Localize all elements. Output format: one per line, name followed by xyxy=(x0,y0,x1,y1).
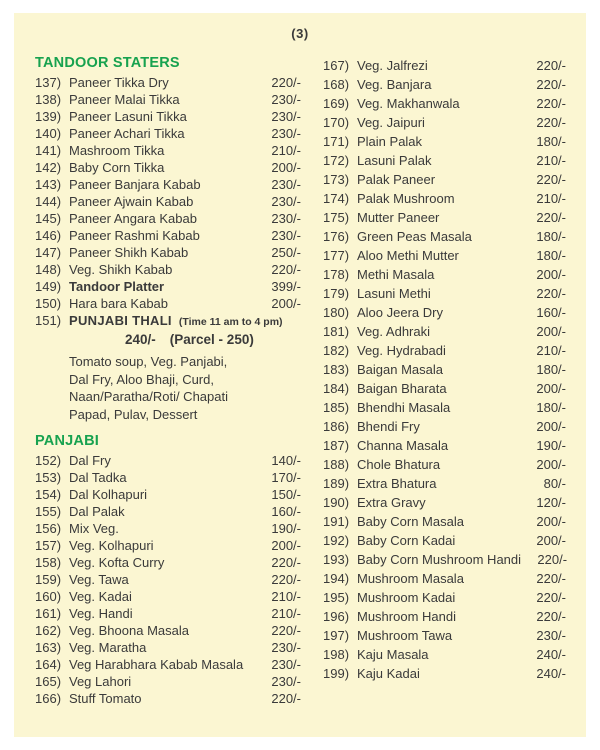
item-number: 138) xyxy=(35,92,62,107)
item-price: 230/- xyxy=(271,657,301,672)
menu-item xyxy=(35,295,301,312)
menu-item xyxy=(323,379,566,398)
item-name: Green Peas Masala xyxy=(357,229,472,244)
menu-item xyxy=(323,607,566,626)
item-name: Veg. Adhraki xyxy=(357,324,430,339)
menu-item xyxy=(35,176,301,193)
item-price: 220/- xyxy=(536,58,566,73)
menu-item xyxy=(35,142,301,159)
menu-item xyxy=(323,132,566,151)
item-number: 197) xyxy=(323,628,350,643)
menu-item xyxy=(323,398,566,417)
item-number: 176) xyxy=(323,229,350,244)
item-price: 230/- xyxy=(271,674,301,689)
item-number: 142) xyxy=(35,160,62,175)
item-price: 180/- xyxy=(536,134,566,149)
item-price: 220/- xyxy=(536,77,566,92)
item-name: Baby Corn Tikka xyxy=(69,160,165,175)
item-number: 175) xyxy=(323,210,350,225)
item-name: Bhendi Fry xyxy=(357,419,420,434)
item-price: 220/- xyxy=(536,115,566,130)
menu-item xyxy=(35,520,301,537)
menu-item xyxy=(323,113,566,132)
menu-item xyxy=(35,503,301,520)
item-number: 174) xyxy=(323,191,350,206)
item-time-note: (Time 11 am to 4 pm) xyxy=(178,316,283,328)
menu-item xyxy=(35,210,301,227)
menu-item xyxy=(323,588,566,607)
menu-item xyxy=(323,151,566,170)
item-number: 149) xyxy=(35,279,62,294)
thali-description-line: Dal Fry, Aloo Bhaji, Curd, xyxy=(69,371,214,387)
item-name: Plain Palak xyxy=(357,134,423,149)
item-price: 240/- xyxy=(536,666,566,681)
item-number: 191) xyxy=(323,514,350,529)
item-name: Kaju Masala xyxy=(357,647,429,662)
item-price: 210/- xyxy=(536,153,566,168)
item-price: 200/- xyxy=(536,324,566,339)
item-name: Paneer Malai Tikka xyxy=(69,92,180,107)
menu-columns xyxy=(14,53,586,707)
item-number: 137) xyxy=(35,75,62,90)
item-number: 190) xyxy=(323,495,350,510)
item-price: 160/- xyxy=(271,504,301,519)
item-name: Aloo Jeera Dry xyxy=(357,305,443,320)
item-number: 172) xyxy=(323,153,350,168)
item-number: 165) xyxy=(35,674,62,689)
menu-item xyxy=(35,452,301,469)
item-price: 180/- xyxy=(536,400,566,415)
menu-item xyxy=(35,605,301,622)
item-name: Stuff Tomato xyxy=(69,691,142,706)
item-name: Extra Gravy xyxy=(357,495,426,510)
item-number: 194) xyxy=(323,571,350,586)
item-number: 183) xyxy=(323,362,350,377)
item-number: 155) xyxy=(35,504,62,519)
item-name: Baby Corn Masala xyxy=(357,514,464,529)
item-price: 220/- xyxy=(536,210,566,225)
thali-price-line xyxy=(35,331,301,349)
item-price: 160/- xyxy=(536,305,566,320)
thali-description-line: Tomato soup, Veg. Panjabi, xyxy=(69,354,228,369)
menu-item xyxy=(35,278,301,295)
item-name: Mashroom Tikka xyxy=(69,143,165,158)
item-price: 150/- xyxy=(271,487,301,502)
item-price: 220/- xyxy=(271,262,301,277)
item-price: 220/- xyxy=(271,691,301,706)
item-number: 169) xyxy=(323,96,350,111)
item-name: Veg. Kadai xyxy=(69,589,132,604)
item-price: 230/- xyxy=(271,109,301,124)
item-name: Aloo Methi Mutter xyxy=(357,248,459,263)
item-number: 161) xyxy=(35,606,62,621)
menu-item xyxy=(323,227,566,246)
item-number: 167) xyxy=(323,58,350,73)
item-number: 144) xyxy=(35,194,62,209)
menu-column-right xyxy=(323,53,566,707)
item-price: 220/- xyxy=(271,572,301,587)
item-name: Veg. Handi xyxy=(69,606,133,621)
menu-item xyxy=(35,108,301,125)
item-number: 139) xyxy=(35,109,62,124)
item-price: 240/- xyxy=(536,647,566,662)
page-number: (3) xyxy=(291,26,309,41)
item-number: 178) xyxy=(323,267,350,282)
item-number: 196) xyxy=(323,609,350,624)
item-number: 141) xyxy=(35,143,62,158)
item-name: Lasuni Methi xyxy=(357,286,431,301)
item-name: Veg. Jaipuri xyxy=(357,115,425,130)
item-name: Tandoor Platter xyxy=(69,279,165,294)
item-number: 158) xyxy=(35,555,62,570)
menu-item xyxy=(323,455,566,474)
item-number: 162) xyxy=(35,623,62,638)
menu-item xyxy=(35,261,301,278)
item-name: Paneer Tikka Dry xyxy=(69,75,169,90)
item-price: 200/- xyxy=(271,538,301,553)
item-number: 152) xyxy=(35,453,62,468)
menu-item xyxy=(35,227,301,244)
item-number: 198) xyxy=(323,647,350,662)
item-number: 166) xyxy=(35,691,62,706)
item-name: Bhendhi Masala xyxy=(357,400,451,415)
item-name: Veg. Kofta Curry xyxy=(69,555,165,570)
item-name: Baby Corn Mushroom Handi xyxy=(357,552,522,567)
item-name: Dal Tadka xyxy=(69,470,127,485)
item-price: 190/- xyxy=(536,438,566,453)
item-number: 157) xyxy=(35,538,62,553)
section-heading: PANJABI xyxy=(35,433,99,449)
menu-item xyxy=(323,417,566,436)
item-name: Paneer Lasuni Tikka xyxy=(69,109,187,124)
menu-item xyxy=(35,159,301,176)
item-number: 156) xyxy=(35,521,62,536)
item-price: 220/- xyxy=(536,172,566,187)
item-name: Dal Fry xyxy=(69,453,111,468)
item-number: 160) xyxy=(35,589,62,604)
item-price: 200/- xyxy=(536,267,566,282)
item-number: 193) xyxy=(323,552,350,567)
menu-item xyxy=(35,312,301,331)
item-name: Paneer Rashmi Kabab xyxy=(69,228,200,243)
item-name: Mix Veg. xyxy=(69,521,119,536)
item-number: 143) xyxy=(35,177,62,192)
item-name: Veg. Banjara xyxy=(357,77,432,92)
item-name: Veg. Bhoona Masala xyxy=(69,623,189,638)
item-name: Dal Kolhapuri xyxy=(69,487,148,502)
item-name: Mushroom Handi xyxy=(357,609,456,624)
item-price: 200/- xyxy=(271,296,301,311)
menu-item xyxy=(35,690,301,707)
item-number: 151) xyxy=(35,313,62,328)
item-name: Veg. Shikh Kabab xyxy=(69,262,173,277)
menu-item xyxy=(323,550,566,569)
item-price: 230/- xyxy=(271,640,301,655)
menu-item xyxy=(35,74,301,91)
item-name: Veg. Maratha xyxy=(69,640,147,655)
menu-item xyxy=(35,193,301,210)
menu-page-card xyxy=(14,13,586,737)
item-price: 210/- xyxy=(271,143,301,158)
item-price: 200/- xyxy=(271,160,301,175)
item-name: Chole Bhatura xyxy=(357,457,441,472)
menu-item xyxy=(35,244,301,261)
menu-item xyxy=(35,656,301,673)
menu-item xyxy=(323,94,566,113)
item-price: 170/- xyxy=(271,470,301,485)
item-number: 182) xyxy=(323,343,350,358)
menu-item xyxy=(323,284,566,303)
menu-item xyxy=(35,622,301,639)
item-name: Dal Palak xyxy=(69,504,125,519)
menu-item xyxy=(323,265,566,284)
menu-item xyxy=(35,537,301,554)
item-price: 220/- xyxy=(536,571,566,586)
item-number: 146) xyxy=(35,228,62,243)
item-number: 192) xyxy=(323,533,350,548)
menu-item xyxy=(323,474,566,493)
menu-item xyxy=(323,170,566,189)
item-price: 230/- xyxy=(271,228,301,243)
menu-item xyxy=(35,125,301,142)
item-number: 153) xyxy=(35,470,62,485)
menu-item xyxy=(323,436,566,455)
item-number: 171) xyxy=(323,134,350,149)
item-price: 180/- xyxy=(536,229,566,244)
item-number: 164) xyxy=(35,657,62,672)
item-number: 199) xyxy=(323,666,350,681)
item-name: Hara bara Kabab xyxy=(69,296,169,311)
menu-item xyxy=(323,664,566,683)
item-price: 220/- xyxy=(536,590,566,605)
item-price: 200/- xyxy=(536,514,566,529)
thali-description-line: Naan/Paratha/Roti/ Chapati xyxy=(69,389,228,404)
item-price: 250/- xyxy=(271,245,301,260)
item-number: 195) xyxy=(323,590,350,605)
item-price: 200/- xyxy=(536,457,566,472)
item-name: Palak Mushroom xyxy=(357,191,455,206)
item-price: 210/- xyxy=(271,589,301,604)
item-name: PUNJABI THALI xyxy=(69,313,172,328)
item-price: 230/- xyxy=(271,126,301,141)
menu-item xyxy=(323,246,566,265)
item-name: Mutter Paneer xyxy=(357,210,440,225)
item-name: Veg. Makhanwala xyxy=(357,96,460,111)
item-name: Channa Masala xyxy=(357,438,449,453)
menu-item xyxy=(35,588,301,605)
menu-item xyxy=(323,512,566,531)
item-name: Veg. Jalfrezi xyxy=(357,58,428,73)
menu-item xyxy=(323,341,566,360)
item-name: Mushroom Masala xyxy=(357,571,464,586)
item-name: Veg. Tawa xyxy=(69,572,129,587)
menu-item xyxy=(323,645,566,664)
menu-item xyxy=(323,626,566,645)
item-name: Veg. Hydrabadi xyxy=(357,343,446,358)
menu-item xyxy=(35,91,301,108)
item-number: 163) xyxy=(35,640,62,655)
item-number: 177) xyxy=(323,248,350,263)
item-price: 220/- xyxy=(536,96,566,111)
item-number: 173) xyxy=(323,172,350,187)
item-name: Paneer Angara Kabab xyxy=(69,211,197,226)
item-name: Methi Masala xyxy=(357,267,435,282)
menu-item xyxy=(323,75,566,94)
item-price: 230/- xyxy=(271,211,301,226)
item-name: Paneer Achari Tikka xyxy=(69,126,185,141)
menu-item xyxy=(323,531,566,550)
item-price: 200/- xyxy=(536,381,566,396)
item-price: 210/- xyxy=(271,606,301,621)
item-price: 220/- xyxy=(271,555,301,570)
item-name: Baby Corn Kadai xyxy=(357,533,456,548)
item-number: 145) xyxy=(35,211,62,226)
menu-item xyxy=(323,493,566,512)
item-name: Kaju Kadai xyxy=(357,666,420,681)
item-name: Lasuni Palak xyxy=(357,153,432,168)
item-price: 210/- xyxy=(536,343,566,358)
menu-item xyxy=(35,639,301,656)
menu-item xyxy=(35,469,301,486)
item-price: 220/- xyxy=(271,75,301,90)
item-price: 220/- xyxy=(536,286,566,301)
item-name: Veg. Kolhapuri xyxy=(69,538,154,553)
menu-column-left xyxy=(35,53,301,707)
menu-item xyxy=(35,571,301,588)
section-heading: TANDOOR STATERS xyxy=(35,55,180,71)
item-price: 220/- xyxy=(271,623,301,638)
item-price: 399/- xyxy=(271,279,301,294)
menu-item xyxy=(323,208,566,227)
menu-item xyxy=(35,554,301,571)
item-number: 148) xyxy=(35,262,62,277)
item-number: 186) xyxy=(323,419,350,434)
item-price: 120/- xyxy=(536,495,566,510)
item-number: 185) xyxy=(323,400,350,415)
thali-parcel-note: (Parcel - 250) xyxy=(169,332,254,347)
item-price: 180/- xyxy=(536,248,566,263)
item-name: Paneer Ajwain Kabab xyxy=(69,194,194,209)
item-name: Veg Harabhara Kabab Masala xyxy=(69,657,244,672)
item-price: 230/- xyxy=(536,628,566,643)
menu-item xyxy=(35,673,301,690)
item-price: 210/- xyxy=(536,191,566,206)
thali-description-line: Papad, Pulav, Dessert xyxy=(69,406,198,422)
item-number: 154) xyxy=(35,487,62,502)
item-number: 150) xyxy=(35,296,62,311)
menu-item xyxy=(323,569,566,588)
item-number: 187) xyxy=(323,438,350,453)
thali-price: 240/- xyxy=(125,332,156,347)
item-number: 168) xyxy=(323,77,350,92)
menu-item xyxy=(323,322,566,341)
item-price: 220/- xyxy=(536,609,566,624)
item-name: Veg Lahori xyxy=(69,674,132,689)
menu-item xyxy=(323,303,566,322)
item-number: 140) xyxy=(35,126,62,141)
item-price: 220/- xyxy=(537,552,568,567)
item-name: Mushroom Kadai xyxy=(357,590,456,605)
item-price: 200/- xyxy=(536,533,566,548)
item-number: 184) xyxy=(323,381,350,396)
item-number: 147) xyxy=(35,245,62,260)
item-name: Paneer Shikh Kabab xyxy=(69,245,189,260)
menu-item xyxy=(323,189,566,208)
item-price: 230/- xyxy=(271,92,301,107)
item-price: 190/- xyxy=(271,521,301,536)
item-price: 180/- xyxy=(536,362,566,377)
menu-item xyxy=(323,56,566,75)
item-name: Baigan Masala xyxy=(357,362,443,377)
item-name: Extra Bhatura xyxy=(357,476,437,491)
item-price: 230/- xyxy=(271,177,301,192)
item-name: Baigan Bharata xyxy=(357,381,447,396)
menu-item xyxy=(323,360,566,379)
item-name: Paneer Banjara Kabab xyxy=(69,177,201,192)
item-number: 188) xyxy=(323,457,350,472)
item-price: 140/- xyxy=(271,453,301,468)
item-number: 179) xyxy=(323,286,350,301)
menu-item xyxy=(35,486,301,503)
item-price: 200/- xyxy=(536,419,566,434)
item-price: 80/- xyxy=(543,476,566,491)
item-number: 181) xyxy=(323,324,350,339)
item-number: 180) xyxy=(323,305,350,320)
item-number: 159) xyxy=(35,572,62,587)
item-number: 189) xyxy=(323,476,350,491)
item-number: 170) xyxy=(323,115,350,130)
item-name: Palak Paneer xyxy=(357,172,436,187)
item-name: Mushroom Tawa xyxy=(357,628,453,643)
item-price: 230/- xyxy=(271,194,301,209)
